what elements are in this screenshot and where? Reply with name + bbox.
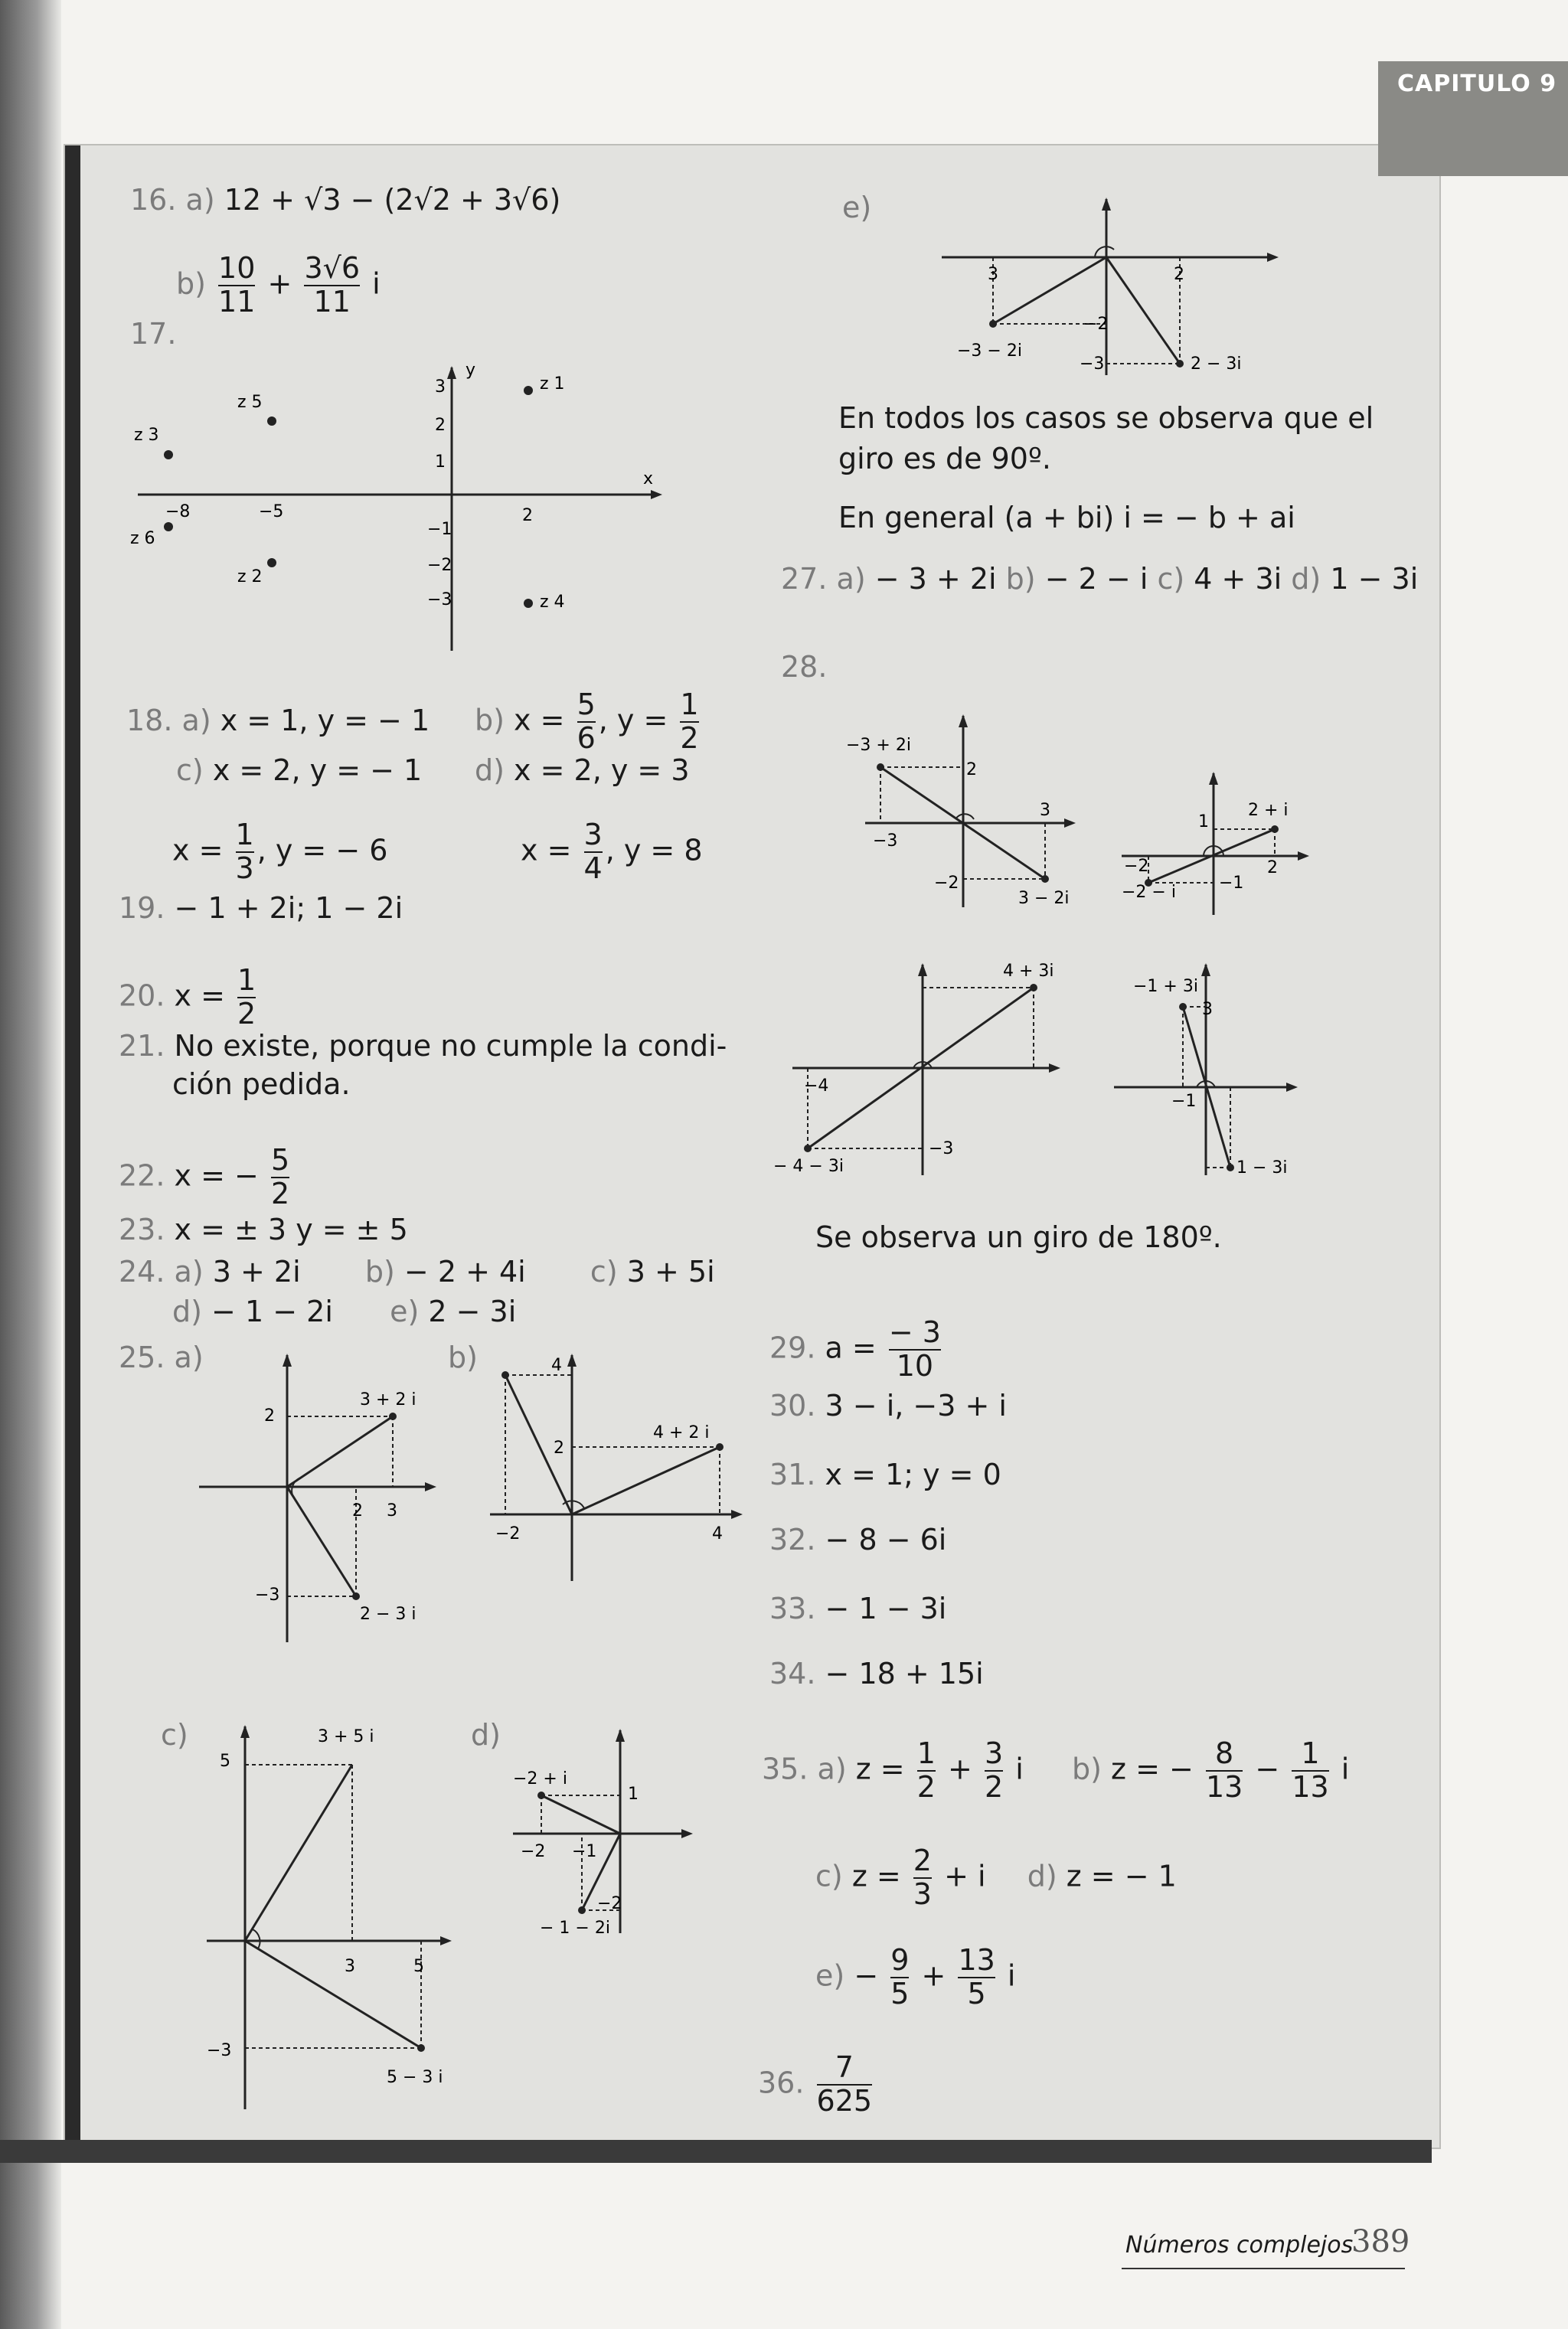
footer-rule (1122, 2268, 1405, 2269)
point-z6 (164, 522, 173, 531)
svg-text:−1: −1 (572, 1842, 597, 1861)
svg-text:5: 5 (413, 1957, 424, 1976)
point-z1 (524, 386, 533, 395)
answer-32: 32. − 8 − 6i (769, 1523, 947, 1556)
item-number: 16. (130, 183, 177, 217)
axis-y-label: y (466, 361, 476, 380)
svg-text:−5: −5 (259, 502, 284, 521)
svg-text:−1: −1 (1219, 874, 1244, 893)
svg-text:2: 2 (522, 506, 533, 525)
svg-text:z 2: z 2 (237, 567, 263, 586)
svg-text:2: 2 (554, 1439, 564, 1458)
point-z2 (267, 558, 276, 567)
answer-35b: b) z = − $\frac{8}{13}$ − $\frac{1}{13}$ i (1072, 1736, 1350, 1804)
svg-text:1 − 3i: 1 − 3i (1236, 1158, 1288, 1178)
svg-text:−2: −2 (934, 874, 959, 893)
item-number-17: 17. (130, 317, 177, 351)
svg-text:−3: −3 (207, 2041, 232, 2060)
answer-16b: b) $\frac{10}{11}$ + $\frac{3√6}{11}$ i (176, 251, 381, 318)
answer-23: 23. x = ± 3 y = ± 5 (119, 1213, 408, 1246)
answer-36: 36. $\frac{7}{625}$ (758, 2050, 873, 2118)
svg-text:− 1 − 2i: − 1 − 2i (540, 1919, 610, 1937)
point-z4 (524, 599, 533, 608)
answer-25d-label: d) (471, 1718, 501, 1752)
svg-text:3 + 5 i: 3 + 5 i (318, 1727, 374, 1746)
answer-33: 33. − 1 − 3i (769, 1592, 947, 1625)
svg-text:3: 3 (1202, 1000, 1213, 1019)
svg-text:4 + 2 i: 4 + 2 i (653, 1423, 710, 1442)
svg-text:4: 4 (712, 1524, 723, 1543)
svg-text:1: 1 (628, 1785, 639, 1804)
answer-25a-label: 25. a) (119, 1341, 204, 1374)
answer-29: 29. a = $\frac{- 3}{10}$ (769, 1315, 941, 1383)
answer-18f: x = $\frac{3}{4}$ , y = 8 (521, 818, 703, 885)
answer-25b-label: b) (448, 1341, 478, 1374)
answer-18e: x = $\frac{1}{3}$ , y = − 6 (172, 818, 388, 885)
item-label: a) (185, 183, 215, 217)
item-number-28: 28. (781, 650, 828, 684)
graph-25c (203, 1719, 463, 2117)
svg-text:2: 2 (1267, 858, 1278, 877)
answer-24: 24. a) 3 + 2i b) − 2 + 4i c) 3 + 5i (119, 1255, 715, 1289)
note-90-line1: En todos los casos se observa que el (838, 401, 1374, 435)
answer-35a: 35. a) z = $\frac{1}{2}$ + $\frac{3}{2}$ i (762, 1736, 1024, 1804)
svg-text:−3: −3 (1080, 354, 1105, 374)
svg-text:−2: −2 (1124, 857, 1149, 876)
answer-18b: b) x = $\frac{5}{6}$ , y = $\frac{1}{2}$ (475, 688, 699, 755)
svg-text:3 + 2 i: 3 + 2 i (360, 1390, 416, 1409)
answer-20: 20. x = $\frac{1}{2}$ (119, 963, 256, 1031)
svg-text:−2: −2 (597, 1894, 622, 1913)
graph-28b (1118, 766, 1317, 919)
answer-18c: c) x = 2, y = − 1 (176, 753, 423, 787)
svg-text:3 − 2i: 3 − 2i (1018, 889, 1070, 908)
svg-text:3: 3 (387, 1501, 397, 1521)
answer-26e-label: e) (842, 191, 872, 224)
svg-text:2 − 3i: 2 − 3i (1191, 354, 1242, 374)
graph-28c (769, 953, 1091, 1183)
note-general: En general (a + bi) i = − b + ai (838, 501, 1295, 534)
panel-edge-bottom (0, 2140, 1432, 2163)
graph-25a (195, 1347, 440, 1646)
svg-text:−3: −3 (929, 1139, 954, 1158)
answer-18d: d) x = 2, y = 3 (475, 753, 690, 787)
svg-text:z 5: z 5 (237, 393, 263, 412)
panel-edge (65, 145, 80, 2148)
point-z3 (164, 450, 173, 459)
svg-text:−3 + 2i: −3 + 2i (846, 736, 911, 755)
svg-text:2: 2 (352, 1501, 363, 1521)
answer-25c-label: c) (161, 1718, 188, 1752)
svg-text:2 − 3 i: 2 − 3 i (360, 1605, 416, 1624)
answer-21: 21. No existe, porque no cumple la condi- (119, 1029, 727, 1063)
svg-text:−2: −2 (1083, 315, 1109, 334)
chapter-label: CAPITULO 9 (1397, 70, 1557, 97)
svg-text:4 + 3i: 4 + 3i (1003, 962, 1054, 981)
answer-24-cont: d) − 1 − 2i e) 2 − 3i (172, 1295, 517, 1328)
note-180: Se observa un giro de 180º. (815, 1220, 1222, 1254)
svg-text:2 + i: 2 + i (1248, 801, 1289, 820)
answer-22: 22. x = − $\frac{5}{2}$ (119, 1143, 290, 1210)
svg-text:2: 2 (264, 1406, 275, 1426)
graph-26e (930, 191, 1290, 383)
svg-text:−2: −2 (427, 556, 452, 575)
svg-text:3: 3 (345, 1957, 355, 1976)
scan-shadow (0, 0, 61, 2329)
graph-28d (1110, 953, 1325, 1183)
answer-35c: c) z = $\frac{2}{3}$ + i d) z = − 1 (815, 1844, 1177, 1911)
answer-text: 12 + √3 − (2√2 + 3√6) (224, 183, 561, 217)
svg-text:−2 − i: −2 − i (1122, 883, 1176, 902)
svg-text:−3: −3 (873, 831, 898, 851)
point-z5 (267, 416, 276, 426)
svg-text:z 1: z 1 (540, 374, 565, 394)
svg-text:− 4 − 3i: − 4 − 3i (773, 1157, 844, 1176)
svg-text:−3 − 2i: −3 − 2i (957, 341, 1022, 361)
svg-text:−3: −3 (255, 1586, 280, 1605)
svg-text:1: 1 (1198, 812, 1209, 831)
graph-17 (122, 352, 674, 658)
answer-19: 19. − 1 + 2i; 1 − 2i (119, 891, 403, 925)
svg-text:z 4: z 4 (540, 593, 565, 612)
graph-25d (509, 1723, 701, 1937)
svg-text:−1: −1 (1171, 1092, 1197, 1111)
svg-text:2: 2 (435, 416, 446, 435)
footer-section-title: Números complejos (1125, 2232, 1354, 2259)
answer-30: 30. 3 − i, −3 + i (769, 1389, 1007, 1423)
svg-text:5: 5 (220, 1752, 230, 1771)
answer-18a: 18. a) x = 1, y = − 1 (126, 704, 430, 737)
answer-21-cont: ción pedida. (172, 1067, 351, 1101)
answer-31: 31. x = 1; y = 0 (769, 1458, 1001, 1491)
svg-text:−2 + i: −2 + i (513, 1769, 567, 1788)
answer-34: 34. − 18 + 15i (769, 1657, 984, 1690)
svg-text:3: 3 (988, 265, 998, 284)
svg-text:−1: −1 (427, 520, 452, 539)
svg-text:−4: −4 (804, 1076, 829, 1096)
svg-text:−1 + 3i: −1 + 3i (1133, 977, 1198, 996)
svg-text:2: 2 (1174, 265, 1184, 284)
svg-text:3: 3 (435, 377, 446, 397)
svg-text:5 − 3 i: 5 − 3 i (387, 2068, 443, 2087)
answer-27: 27. a) − 3 + 2i b) − 2 − i c) 4 + 3i d) 1 − 3i (781, 562, 1419, 596)
graph-25b (486, 1347, 746, 1592)
svg-text:4: 4 (551, 1356, 562, 1375)
answer-35e: e) − $\frac{9}{5}$ + $\frac{13}{5}$ i (815, 1943, 1016, 2011)
page-number: 389 (1351, 2224, 1410, 2259)
svg-text:1: 1 (435, 452, 446, 472)
note-90-line2: giro es de 90º. (838, 442, 1051, 475)
svg-text:2: 2 (966, 760, 977, 779)
svg-text:−8: −8 (165, 502, 191, 521)
svg-text:3: 3 (1040, 801, 1050, 820)
svg-text:z 3: z 3 (134, 426, 159, 445)
svg-text:−3: −3 (427, 590, 452, 609)
axis-x-label: x (643, 469, 654, 488)
svg-text:z 6: z 6 (130, 529, 155, 548)
graph-28a (835, 704, 1087, 911)
answer-16a (130, 184, 560, 217)
svg-text:−2: −2 (495, 1524, 521, 1543)
svg-text:−2: −2 (521, 1842, 546, 1861)
